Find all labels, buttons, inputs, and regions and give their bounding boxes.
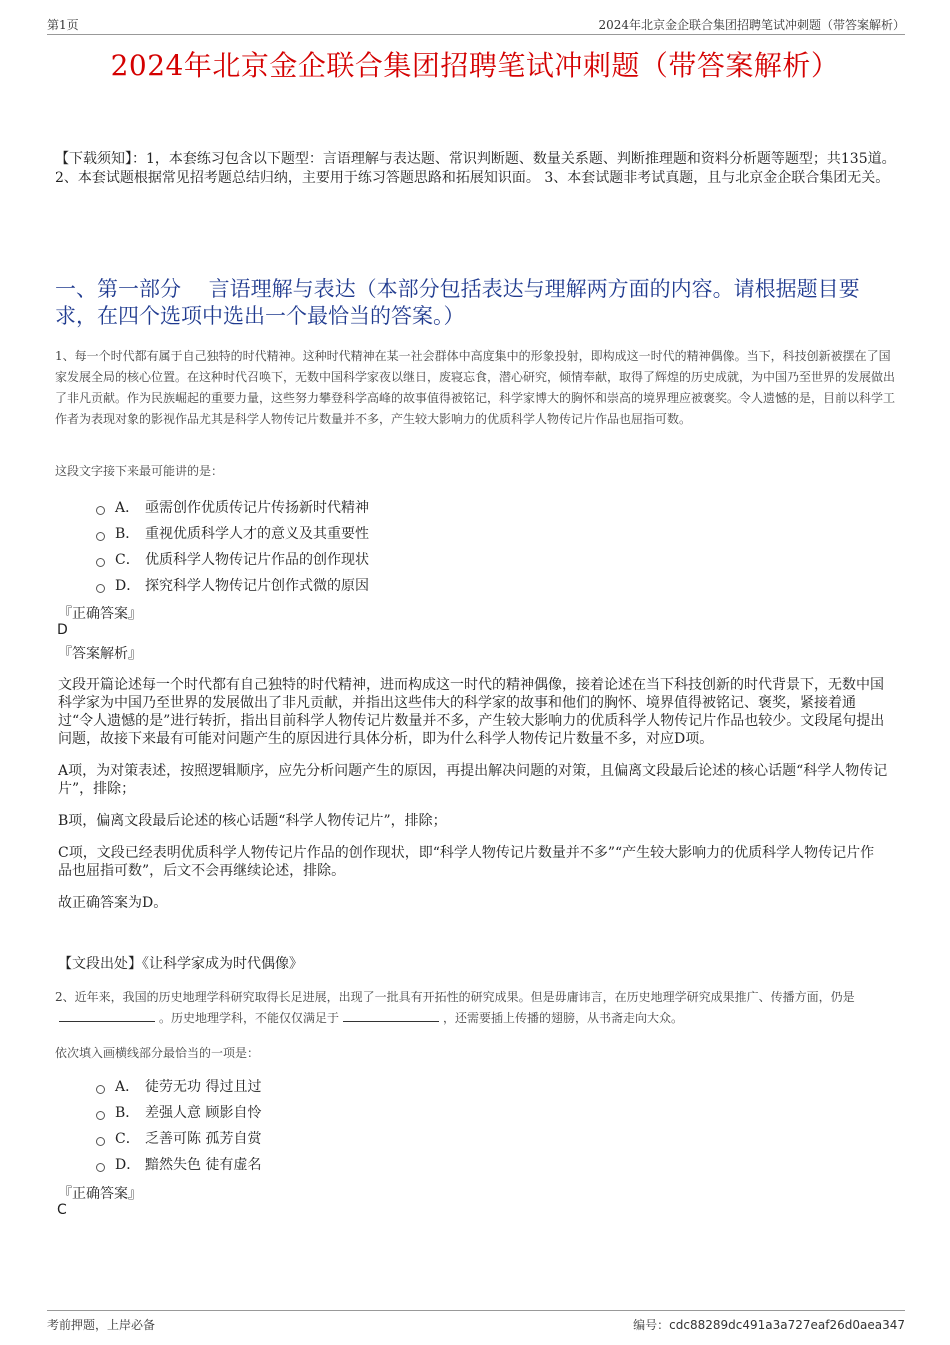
- radio-button[interactable]: [96, 558, 105, 567]
- question-2-text-part: ，还需要插上传播的翅膀，从书斋走向大众。: [443, 1011, 684, 1025]
- option-letter: B．: [115, 1105, 140, 1121]
- question-2-text: [55, 987, 900, 1029]
- section-title: 一、第一部分 言语理解与表达（本部分包括表达与理解两方面的内容。请根据题目要求，在四个选项中选出一个最恰当的答案。）: [55, 277, 860, 328]
- option-text: 黯然失色 徒有虚名: [145, 1157, 262, 1173]
- option-text: 重视优质科学人才的意义及其重要性: [145, 526, 369, 542]
- download-notice: 【下载须知】：1，本套练习包含以下题型：言语理解与表达题、常识判断题、数量关系题、判断推理题和资料分析题等题型；共135道。 2、本套试题根据常见招考题总结归纳，主要用于练习答题思路和拓展知识面。 3、本套试题非考试真题，且与北京金企联合集团无关。: [55, 151, 896, 186]
- analysis-label: 『答案解析』: [58, 646, 142, 662]
- answer-value: D: [57, 622, 68, 638]
- option-letter: C．: [115, 552, 140, 568]
- option-a[interactable]: [96, 494, 369, 520]
- header-doc-name: 2024年北京金企联合集团招聘笔试冲刺题（带答案解析）: [598, 18, 905, 32]
- answer-label: 『正确答案』: [58, 1186, 142, 1202]
- option-text: 乏善可陈 孤芳自赏: [145, 1131, 262, 1147]
- option-b[interactable]: [96, 1099, 261, 1125]
- option-text: 差强人意 顾影自怜: [145, 1105, 262, 1121]
- footer-code-label: 编号：: [633, 1318, 670, 1332]
- option-d[interactable]: [96, 572, 369, 598]
- question-2-text-part: 2、近年来，我国的历史地理学科研究取得长足进展，出现了一批具有开拓性的研究成果。但是毋庸讳言，在历史地理学研究成果推广、传播方面，仍是: [55, 990, 855, 1004]
- radio-button[interactable]: [96, 1137, 105, 1146]
- option-text: 优质科学人物传记片作品的创作现状: [145, 552, 369, 568]
- option-b[interactable]: [96, 520, 369, 546]
- document-title: 2024年北京金企联合集团招聘笔试冲刺题（带答案解析）: [110, 49, 840, 82]
- answer-value: C: [57, 1202, 67, 1218]
- option-a[interactable]: [96, 1073, 261, 1099]
- footer-code: [633, 1316, 905, 1333]
- analysis-paragraph: B项，偏离文段最后论述的核心话题“科学人物传记片”，排除；: [58, 813, 447, 829]
- option-letter: A．: [115, 500, 140, 516]
- radio-button[interactable]: [96, 506, 105, 515]
- footer-code-value: cdc88289dc491a3a727eaf26d0aea347: [669, 1318, 905, 1332]
- page-header: [47, 12, 905, 35]
- analysis-paragraph: 故正确答案为D。: [58, 895, 168, 911]
- option-d[interactable]: [96, 1151, 261, 1177]
- analysis-paragraph: C项，文段已经表明优质科学人物传记片作品的创作现状，即“科学人物传记片数量并不多”“产生较大影响力的优质科学人物传记片作品也屈指可数”，后文不会再继续论述，排除。: [58, 845, 875, 879]
- option-c[interactable]: [96, 546, 369, 572]
- footer-slogan: 考前押题，上岸必备: [47, 1318, 156, 1332]
- question-2-text-part: 。历史地理学科，不能仅仅满足于: [159, 1011, 340, 1025]
- question-2-prompt: 依次填入画横线部分最恰当的一项是：: [55, 1046, 260, 1060]
- page-number: 第1页: [47, 18, 79, 32]
- page-footer: [47, 1310, 905, 1335]
- option-text: 徒劳无功 得过且过: [145, 1079, 262, 1095]
- option-letter: C．: [115, 1131, 140, 1147]
- radio-button[interactable]: [96, 584, 105, 593]
- answer-analysis: [58, 676, 888, 926]
- radio-button[interactable]: [96, 1111, 105, 1120]
- fill-blank: [343, 1009, 439, 1022]
- radio-button[interactable]: [96, 1085, 105, 1094]
- radio-button[interactable]: [96, 1163, 105, 1172]
- analysis-paragraph: 文段开篇论述每一个时代都有自己独特的时代精神，进而构成这一时代的精神偶像，接着论述在当下科技创新的时代背景下，无数中国科学家为中国乃至世界的发展做出了非凡贡献，并指出这些伟大的科学家的故事和他们的胸怀、境界值得被铭记、褒奖，紧接着通过“令人遗憾的是”进行转折，指出目前科学人物传记片数量并不多，产生较大影响力的优质科学人物传记片作品也较少。文段尾句提出问题，故接下来最有可能对问题产生的原因进行具体分析，即为什么科学人物传记片数量不多，对应D项。: [58, 677, 885, 747]
- analysis-paragraph: A项，为对策表述，按照逻辑顺序，应先分析问题产生的原因，再提出解决问题的对策，且偏离文段最后论述的核心话题“科学人物传记片”，排除；: [58, 763, 888, 797]
- question-1-text: 1、每一个时代都有属于自己独特的时代精神。这种时代精神在某一社会群体中高度集中的形象投射，即构成这一时代的精神偶像。当下，科技创新被摆在了国家发展全局的核心位置。在这种时代召唤下，无数中国科学家夜以继日，废寝忘食，潜心研究，倾情奉献，取得了辉煌的历史成就，为中国乃至世界的发展做出了非凡贡献。作为民族崛起的重要力量，这些努力攀登科学高峰的故事值得被铭记，科学家博大的胸怀和崇高的境界理应被褒奖。令人遗憾的是，目前以科学工作者为表现对象的影视作品尤其是科学人物传记片数量并不多，产生较大影响力的优质科学人物传记片作品也屈指可数。: [55, 349, 896, 426]
- option-text: 亟需创作优质传记片传扬新时代精神: [145, 500, 369, 516]
- option-letter: B．: [115, 526, 140, 542]
- radio-button[interactable]: [96, 532, 105, 541]
- question-1-prompt: 这段文字接下来最可能讲的是：: [55, 464, 224, 478]
- answer-label: 『正确答案』: [58, 606, 142, 622]
- fill-blank: [59, 1009, 155, 1022]
- option-letter: A．: [115, 1079, 140, 1095]
- text-source: 【文段出处】《让科学家成为时代偶像》: [58, 956, 303, 972]
- option-text: 探究科学人物传记片创作式微的原因: [145, 578, 369, 594]
- question-2-options: [96, 1073, 261, 1177]
- option-letter: D．: [115, 578, 141, 594]
- option-c[interactable]: [96, 1125, 261, 1151]
- question-1-options: [96, 494, 369, 598]
- option-letter: D．: [115, 1157, 141, 1173]
